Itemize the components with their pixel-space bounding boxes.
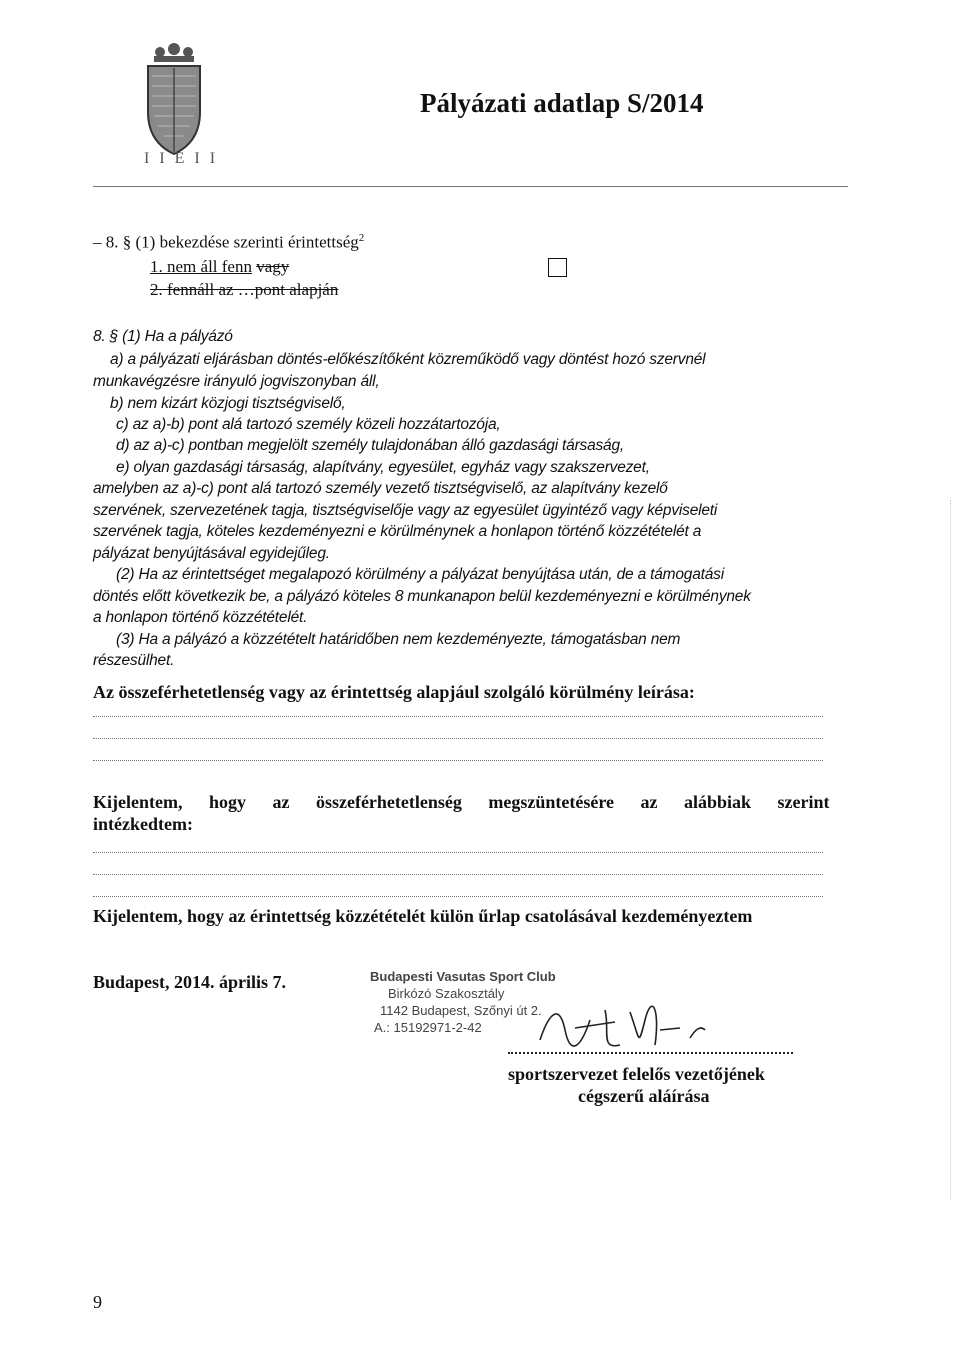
signature-caption-1: sportszervezet felelős vezetőjének [508, 1064, 765, 1084]
place-date: Budapest, 2014. április 7. [93, 972, 287, 992]
measures-line-3[interactable] [93, 896, 823, 897]
signature-line [508, 1052, 793, 1054]
scan-edge [950, 500, 952, 1200]
law-line-6: d) az a)-c) pontban megjelölt személy tulajdonában álló gazdasági társaság, [116, 437, 624, 454]
law-line-15: (3) Ha a pályázó a közzétételt határidőben nem kezdeményezte, támogatásban nem [116, 631, 681, 648]
law-line-1: 8. § (1) Ha a pályázó [93, 328, 233, 345]
law-line-7: e) olyan gazdasági társaság, alapítvány, egyesület, egyház vagy szakszervezet, [116, 459, 650, 476]
option1-checkbox[interactable] [548, 258, 567, 277]
publication-declaration: Kijelentem, hogy az érintettség közzétételét külön űrlap csatolásával kezdeményeztem [93, 906, 753, 926]
measures-line-1[interactable] [93, 852, 823, 853]
law-line-8: amelyben az a)-c) pont alá tartozó személy vezető tisztségviselő, az alapítvány kezelő [93, 480, 668, 497]
measures-line-2[interactable] [93, 874, 823, 875]
page-title: Pályázati adatlap S/2014 [420, 88, 704, 118]
stamp-line-4: A.: 15192971-2-42 [374, 1020, 482, 1035]
stamp-line-1: Budapesti Vasutas Sport Club [370, 969, 556, 984]
law-line-9: szervének, szervezetének tagja, tisztségviselője vagy az egyesület ügyintéző vagy képviseleti [93, 502, 718, 519]
description-line-2[interactable] [93, 738, 823, 739]
signature [520, 1000, 720, 1065]
description-line-3[interactable] [93, 760, 823, 761]
crest-caption: I I E I I [144, 150, 219, 167]
header-rule [93, 186, 848, 187]
declaration-line-2: intézkedtem: [93, 814, 193, 834]
stamp-line-3: 1142 Budapest, Szőnyi út 2. [380, 1003, 542, 1018]
law-line-3: munkavégzésre irányuló jogviszonyban áll, [93, 373, 380, 390]
description-line-1[interactable] [93, 716, 823, 717]
option1-struck: vagy [256, 257, 290, 276]
law-line-2: a) a pályázati eljárásban döntés-előkészítőként közreműködő vagy döntést hozó szervnél [110, 351, 706, 368]
option-applicable: 2. fennáll az …pont alapján [150, 280, 339, 299]
option-not-applicable [150, 257, 289, 277]
law-line-4: b) nem kizárt közjogi tisztségviselő, [110, 395, 346, 412]
description-heading: Az összeférhetetlenség vagy az érintettség alapjául szolgáló körülmény leírása: [93, 682, 695, 702]
law-line-10: szervének tagja, köteles kezdeményezni e körülménynek a honlapon történő közzétételét a [93, 523, 702, 540]
law-line-16: részesülhet. [93, 652, 175, 669]
page-number: 9 [93, 1292, 102, 1312]
declaration-line-1: Kijelentem, hogy az összeférhetetlenség megszüntetésére az alábbiak szerint [93, 792, 830, 812]
footnote-ref: 2 [358, 232, 365, 244]
law-line-12: (2) Ha az érintettséget megalapozó körülmény a pályázat benyújtása után, de a támogatási [116, 566, 724, 583]
heading-text: – 8. § (1) bekezdése szerinti érintettség [93, 232, 359, 252]
option1-label: 1. nem áll fenn [150, 257, 252, 276]
signature-caption-2: cégszerű aláírása [578, 1086, 710, 1106]
law-line-11: pályázat benyújtásával egyidejűleg. [93, 545, 330, 562]
law-line-13: döntés előtt következik be, a pályázó köteles 8 munkanapon belül kezdeményezni e körülménynek [93, 588, 751, 605]
law-line-5: c) az a)-b) pont alá tartozó személy közeli hozzátartozója, [116, 416, 501, 433]
stamp-line-2: Birkózó Szakosztály [388, 986, 505, 1001]
section-heading [93, 232, 364, 253]
law-line-14: a honlapon történő közzétételét. [93, 609, 308, 626]
